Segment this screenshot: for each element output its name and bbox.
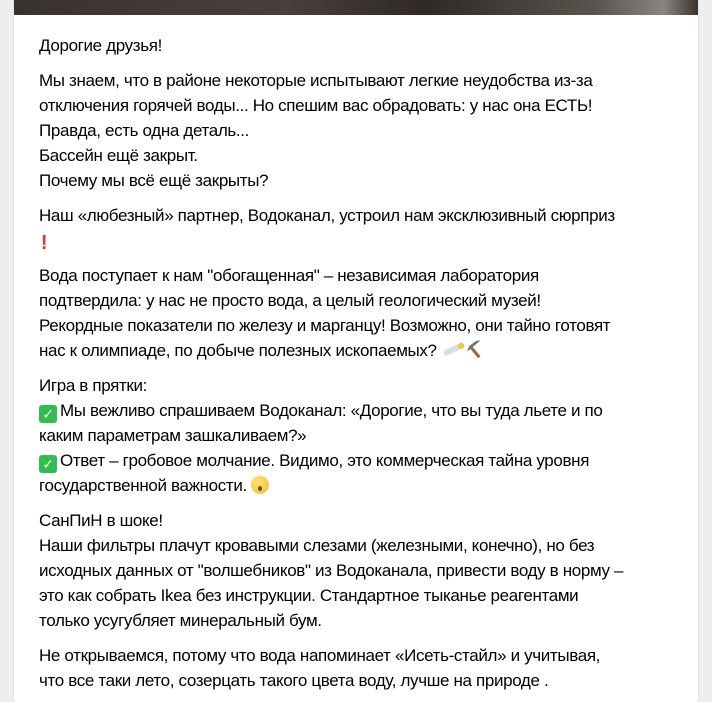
post-photo[interactable] — [14, 0, 698, 15]
post-text — [39, 33, 684, 702]
paragraph-4: Игра в прятки: ✓ Мы вежливо спрашиваем Водоканал: «Дорогие, что вы туда льете и по каким параметрам зашкаливаем?» ✓ Ответ – гробовое молчание. Видимо, это коммерческая тайна уровня государственной важности. — [39, 376, 603, 495]
greeting: Дорогие друзья! — [39, 36, 162, 55]
hushed-face-icon — [251, 476, 269, 494]
exclamation-icon: ! — [40, 232, 48, 254]
paragraph-5: СанПиН в шоке! Наши фильтры плачут кровавыми слезами (железными, конечно), но без исходных данных от "волшебников" из Водоканала, привести воду в норму – это как собрать Ikea без инструкции. Стандартное тыканье реагентами только усугубляет минеральный бум. — [39, 511, 624, 630]
post-card — [13, 0, 699, 702]
paragraph-3: Вода поступает к нам "обогащенная" – независимая лаборатория подтвердила: у нас не просто вода, а целый геологический музей! Рекордные показатели по железу и марганцу! Возможно, они тайно готовят нас к олимпиаде, по добыче полезных ископаемых? — [39, 266, 611, 360]
brush-and-pick-icon — [443, 341, 485, 359]
paragraph-2: Наш «любезный» партнер, Водоканал, устроил нам эксклюзивный сюрприз ! — [39, 206, 615, 254]
paragraph-1: Мы знаем, что в районе некоторые испытывают легкие неудобства из-за отключения горячей воды... Но спешим вас обрадовать: у нас она ЕСТЬ! Правда, есть одна деталь... Бассейн ещё закрыт. Почему мы всё ещё закрыты? — [39, 71, 593, 190]
check-mark-icon: ✓ — [39, 455, 57, 473]
check-mark-icon: ✓ — [39, 405, 57, 423]
paragraph-6: Не открываемся, потому что вода напоминает «Исеть-стайл» и учитывая, что все таки лето, созерцать такого цвета воду, лучше на природе . — [39, 646, 601, 690]
